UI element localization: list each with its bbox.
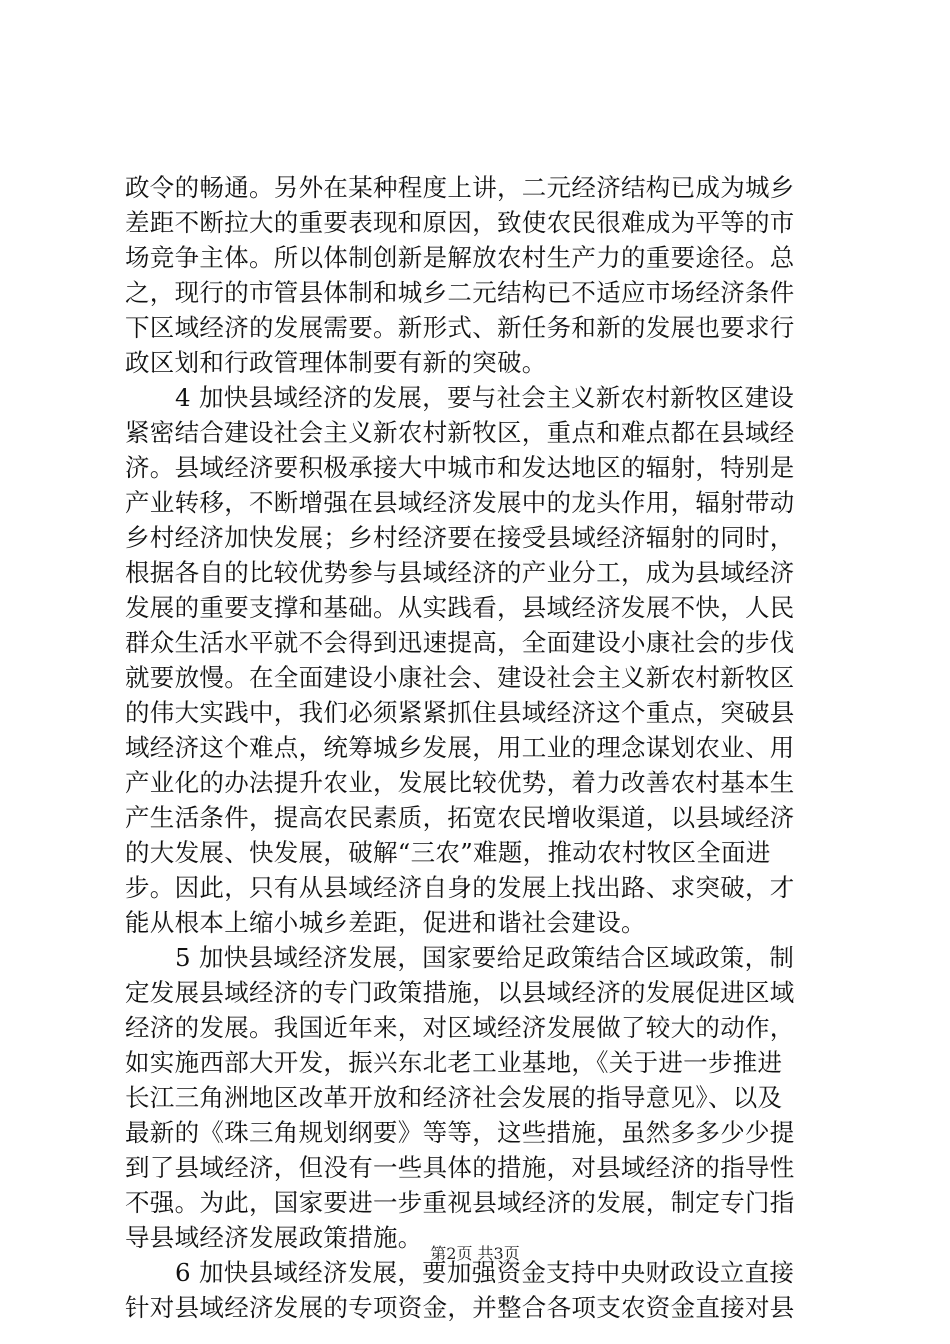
paragraph-first-line: 5 加快县域经济发展，国家要给足政策结合区域政策，制 <box>175 943 795 972</box>
text-line: 的大发展、快发展，破解“三农”难题，推动农村牧区全面进 <box>125 838 771 867</box>
text-line: 群众生活水平就不会得到迅速提高，全面建设小康社会的步伐 <box>125 628 795 657</box>
text-line: 能从根本上缩小城乡差距，促进和谐社会建设。 <box>125 908 646 937</box>
text-line: 到了县域经济，但没有一些具体的措施，对县域经济的指导性 <box>125 1153 795 1182</box>
text-line: 如实施西部大开发，振兴东北老工业基地，《关于进一步推进 <box>125 1048 783 1077</box>
text-line: 发展的重要支撑和基础。从实践看，县域经济发展不快，人民 <box>125 593 795 622</box>
paragraph-first-line: 6 加快县域经济发展，要加强资金支持中央财政设立直接 <box>175 1258 795 1287</box>
text-line: 产业转移，不断增强在县域经济发展中的龙头作用，辐射带动 <box>125 488 795 517</box>
text-line: 最新的《珠三角规划纲要》等等，这些措施，虽然多多少少提 <box>125 1118 795 1147</box>
text-line: 导县域经济发展政策措施。 <box>125 1223 423 1252</box>
text-line: 济。县域经济要积极承接大中城市和发达地区的辐射，特别是 <box>125 453 795 482</box>
text-line: 的伟大实践中，我们必须紧紧抓住县域经济这个重点，突破县 <box>125 698 795 727</box>
text-line: 步。因此，只有从县域经济自身的发展上找出路、求突破，才 <box>125 873 795 902</box>
text-line: 根据各自的比较优势参与县域经济的产业分工，成为县域经济 <box>125 558 795 587</box>
paragraph-first-line: 4 加快县域经济的发展，要与社会主义新农村新牧区建设 <box>175 383 795 412</box>
text-line: 乡村经济加快发展；乡村经济要在接受县域经济辐射的同时， <box>125 523 795 552</box>
text-line: 产生活条件，提高农民素质，拓宽农民增收渠道，以县域经济 <box>125 803 795 832</box>
text-line: 之，现行的市管县体制和城乡二元结构已不适应市场经济条件 <box>125 278 795 307</box>
text-line: 不强。为此，国家要进一步重视县域经济的发展，制定专门指 <box>125 1188 795 1217</box>
text-line: 域经济这个难点，统筹城乡发展，用工业的理念谋划农业、用 <box>125 733 795 762</box>
text-line: 差距不断拉大的重要表现和原因，致使农民很难成为平等的市 <box>125 208 795 237</box>
text-line: 经济的发展。我国近年来，对区域经济发展做了较大的动作， <box>125 1013 795 1042</box>
text-line: 政区划和行政管理体制要有新的突破。 <box>125 348 547 377</box>
text-line: 产业化的办法提升农业，发展比较优势，着力改善农村基本生 <box>125 768 795 797</box>
body-text <box>125 170 833 1325</box>
text-line: 定发展县域经济的专门政策措施，以县域经济的发展促进区域 <box>125 978 795 1007</box>
text-line: 政令的畅通。另外在某种程度上讲，二元经济结构已成为城乡 <box>125 173 795 202</box>
text-line: 就要放慢。在全面建设小康社会、建设社会主义新农村新牧区 <box>125 663 795 692</box>
text-line: 紧密结合建设社会主义新农村新牧区，重点和难点都在县域经 <box>125 418 795 447</box>
text-line: 针对县域经济发展的专项资金，并整合各项支农资金直接对县 <box>125 1293 795 1322</box>
text-line: 场竞争主体。所以体制创新是解放农村生产力的重要途径。总 <box>125 243 795 272</box>
page-footer: 第2页 共3页 <box>430 1244 520 1263</box>
text-line: 长江三角洲地区改革开放和经济社会发展的指导意见》、以及 <box>125 1083 783 1112</box>
text-line: 下区域经济的发展需要。新形式、新任务和新的发展也要求行 <box>125 313 795 342</box>
